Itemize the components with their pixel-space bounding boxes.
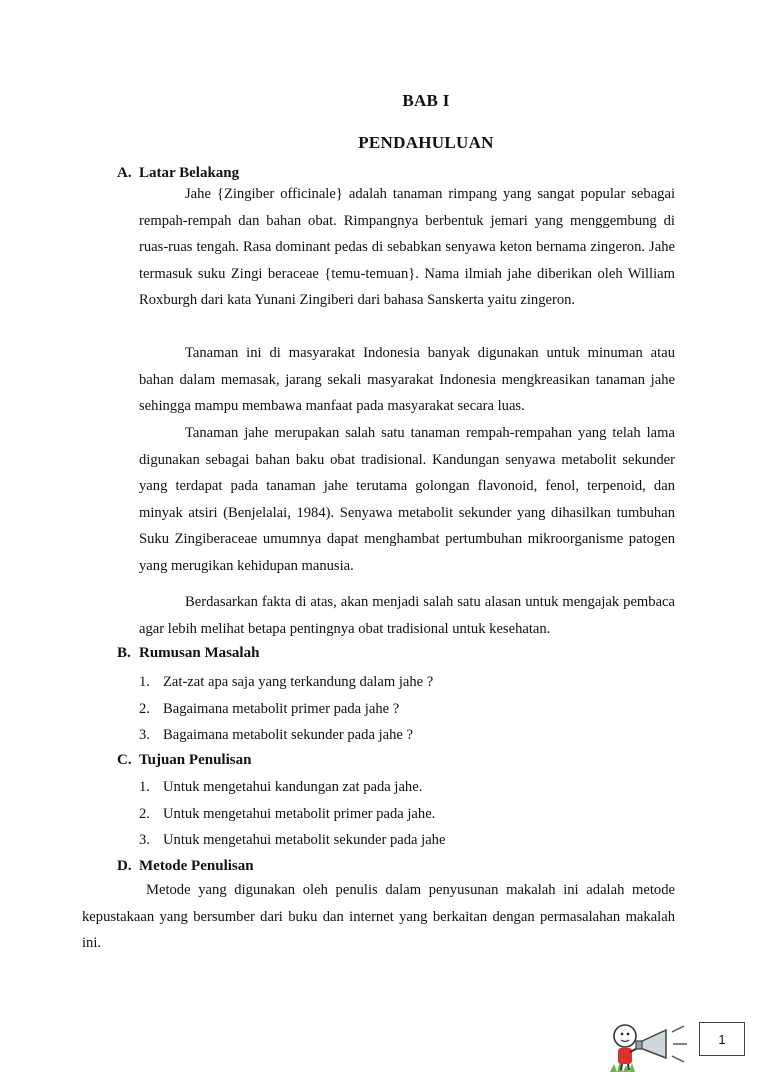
section-a-heading xyxy=(117,165,239,182)
list-item xyxy=(139,827,445,854)
list-text: Zat-zat apa saja yang terkandung dalam jahe ? xyxy=(163,674,434,690)
list-number: 3. xyxy=(139,832,150,848)
section-a-title: Latar Belakang xyxy=(139,165,240,181)
page-number: 1 xyxy=(718,1031,726,1047)
list-number: 2. xyxy=(139,805,150,822)
list-text: Bagaimana metabolit sekunder pada jahe ? xyxy=(163,727,414,743)
section-a-paragraph-2: Tanaman ini di masyarakat Indonesia banyak digunakan untuk minuman atau bahan dalam memasak, jarang sekali masyarakat Indonesia mengkreasikan tanaman jahe sehingga mampu membawa manfaat pada masyarakat secara luas. xyxy=(139,345,675,414)
list-text: Untuk mengetahui kandungan zat pada jahe. xyxy=(163,779,423,795)
list-item xyxy=(139,722,433,749)
list-text: Untuk mengetahui metabolit sekunder pada jahe xyxy=(163,832,446,848)
section-c-letter: C. xyxy=(117,752,132,768)
list-item xyxy=(139,669,433,696)
list-number: 1. xyxy=(139,779,150,795)
section-a-letter: A. xyxy=(117,165,132,181)
section-a-paragraph-3: Tanaman jahe merupakan salah satu tanaman rempah-rempahan yang telah lama digunakan sebagai bahan baku obat tradisional. Kandungan senyawa metabolit sekunder yang terdapat pada tanaman jahe terutama golongan flavonoid, fenol, terpenoid, dan minyak atsiri (Benjelalai, 1984). Senyawa metabolit sekunder yang dihasilkan tumbuhan Suku Zingiberaceae umumnya dapat menghambat pertumbuhan mikroorganisme patogen yang merugikan kehidupan manusia. xyxy=(139,425,675,574)
chapter-number: BAB I xyxy=(402,91,450,110)
section-b-heading xyxy=(117,645,259,662)
section-d-heading xyxy=(117,858,254,875)
objective-list xyxy=(139,774,445,854)
problem-list xyxy=(139,669,433,749)
list-number: 2. xyxy=(139,700,150,717)
section-a-paragraph-4: Berdasarkan fakta di atas, akan menjadi salah satu alasan untuk mengajak pembaca agar lebih melihat betapa pentingnya obat tradisional untuk kesehatan. xyxy=(139,594,675,637)
section-b-letter: B. xyxy=(117,645,131,661)
section-a-paragraph-1: Jahe {Zingiber officinale} adalah tanaman rimpang yang sangat popular sebagai rempah-rempah dan bahan obat. Rimpangnya berbentuk jemari yang menggembung di ruas-ruas tengah. Rasa dominant pedas di sebabkan senyawa keton bernama zingeron. Jahe termasuk suku Zingi beraceae {temu-temuan}. Nama ilmiah jahe diberikan oleh William Roxburgh dari kata Yunani Zingiberi dari bahasa Sanskerta yaitu zingeron. xyxy=(139,186,675,308)
list-item xyxy=(139,801,445,828)
list-text: Bagaimana metabolit primer pada jahe ? xyxy=(163,700,400,717)
list-number: 3. xyxy=(139,727,150,743)
section-d-paragraph: Metode yang digunakan oleh penulis dalam penyusunan makalah ini adalah metode kepustakaan yang bersumber dari buku dan internet yang berkaitan dengan permasalahan makalah ini. xyxy=(82,882,675,951)
section-d-letter: D. xyxy=(117,858,132,874)
chapter-title: PENDAHULUAN xyxy=(358,133,494,152)
list-text: Untuk mengetahui metabolit primer pada jahe. xyxy=(163,805,436,822)
section-d-title: Metode Penulisan xyxy=(139,858,254,874)
megaphone-character-icon xyxy=(608,1012,696,1076)
list-item xyxy=(139,696,433,723)
section-c-title: Tujuan Penulisan xyxy=(139,752,252,768)
list-number: 1. xyxy=(139,674,150,690)
section-b-title: Rumusan Masalah xyxy=(139,645,260,661)
section-c-heading xyxy=(117,752,251,769)
page-number-box xyxy=(699,1022,745,1056)
list-item xyxy=(139,774,445,801)
